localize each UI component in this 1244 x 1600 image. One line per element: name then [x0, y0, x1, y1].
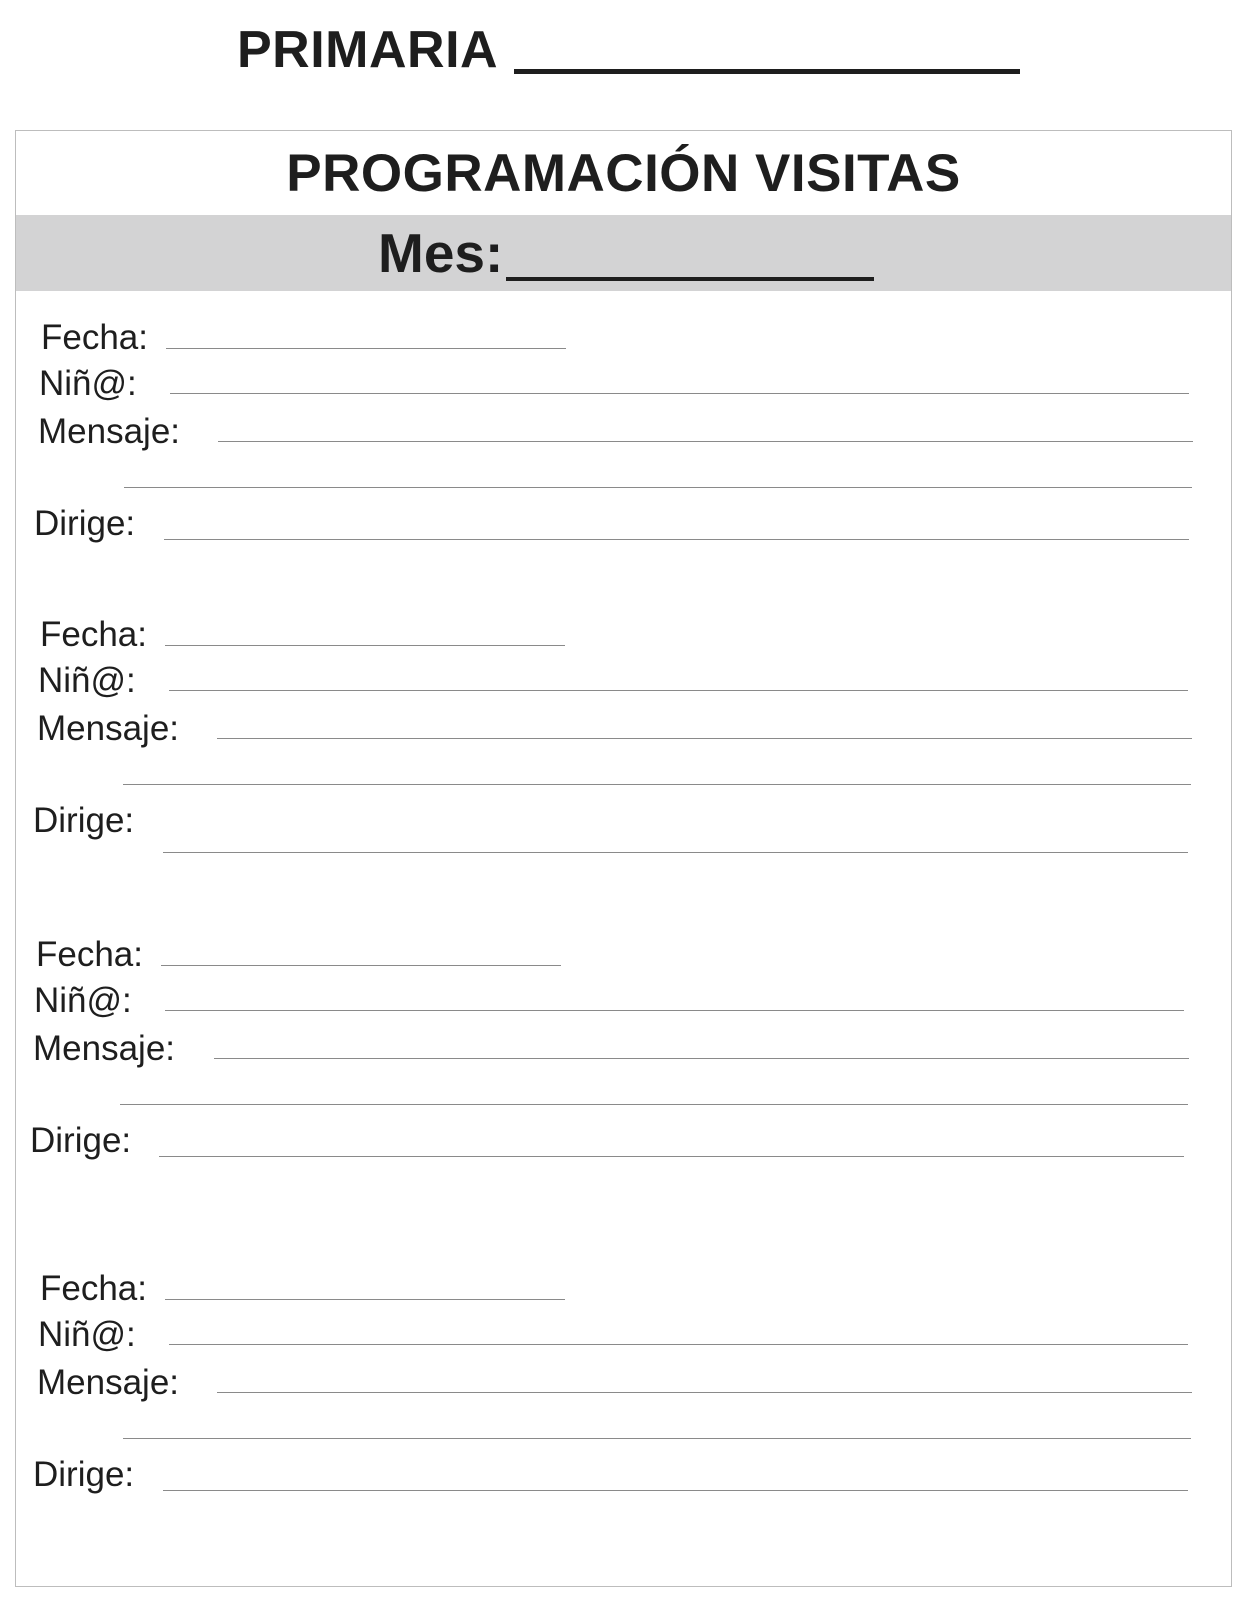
- dirige-label: Dirige:: [30, 1121, 132, 1160]
- school-title: PRIMARIA: [237, 21, 499, 79]
- fecha-label: Fecha:: [36, 935, 143, 974]
- mensaje-blank-continued[interactable]: [120, 1104, 1188, 1105]
- nino-blank[interactable]: [169, 1344, 1188, 1345]
- dirige-label: Dirige:: [34, 504, 136, 543]
- mensaje-blank[interactable]: [217, 1392, 1192, 1393]
- nino-label: Niñ@:: [38, 661, 136, 700]
- mensaje-blank-continued[interactable]: [124, 487, 1192, 488]
- nino-blank[interactable]: [165, 1010, 1184, 1011]
- month-blank[interactable]: [506, 277, 874, 281]
- page-header: [237, 16, 1020, 80]
- dirige-blank[interactable]: [163, 852, 1188, 853]
- fecha-label: Fecha:: [40, 1269, 147, 1308]
- mensaje-blank-continued[interactable]: [123, 784, 1191, 785]
- dirige-label: Dirige:: [33, 801, 135, 840]
- dirige-blank[interactable]: [164, 539, 1189, 540]
- mensaje-blank[interactable]: [217, 738, 1192, 739]
- school-name-blank[interactable]: [514, 69, 1020, 74]
- mensaje-blank-continued[interactable]: [123, 1438, 1191, 1439]
- mensaje-label: Mensaje:: [37, 1363, 180, 1402]
- nino-blank[interactable]: [169, 690, 1188, 691]
- fecha-blank[interactable]: [161, 965, 561, 966]
- nino-blank[interactable]: [170, 393, 1189, 394]
- visit-schedule-form: [15, 130, 1232, 1587]
- dirige-blank[interactable]: [163, 1490, 1188, 1491]
- nino-label: Niñ@:: [38, 1315, 136, 1354]
- nino-label: Niñ@:: [39, 364, 137, 403]
- month-label: Mes:: [378, 222, 504, 284]
- dirige-label: Dirige:: [33, 1455, 135, 1494]
- form-title: PROGRAMACIÓN VISITAS: [286, 143, 961, 203]
- fecha-blank[interactable]: [165, 645, 565, 646]
- mensaje-label: Mensaje:: [37, 709, 180, 748]
- dirige-blank[interactable]: [159, 1156, 1184, 1157]
- mensaje-blank[interactable]: [214, 1058, 1189, 1059]
- fecha-label: Fecha:: [41, 318, 148, 357]
- mensaje-blank[interactable]: [218, 441, 1193, 442]
- mensaje-label: Mensaje:: [38, 412, 181, 451]
- nino-label: Niñ@:: [34, 981, 132, 1020]
- fecha-blank[interactable]: [165, 1299, 565, 1300]
- fecha-blank[interactable]: [166, 348, 566, 349]
- fecha-label: Fecha:: [40, 615, 147, 654]
- mensaje-label: Mensaje:: [33, 1029, 176, 1068]
- month-band: [16, 215, 1231, 291]
